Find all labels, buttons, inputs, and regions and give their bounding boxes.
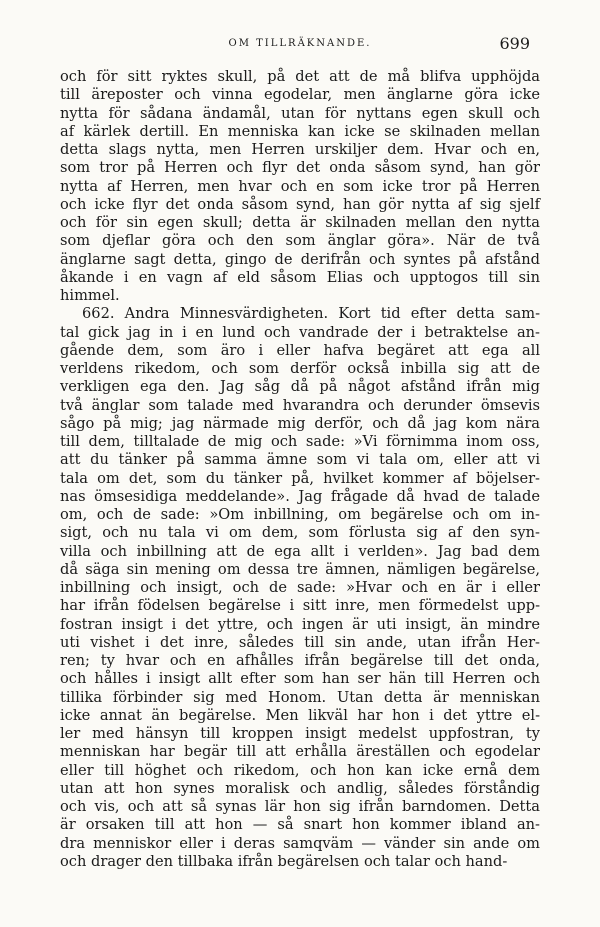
text-line: uti vishet i det inre, således till sin ande, utan ifrån Her- <box>60 633 540 651</box>
text-line: till äreposter och vinna egodelar, men änglarne göra icke <box>60 86 540 104</box>
text-line: som djeflar göra och den som änglar göra». När de två <box>60 232 540 250</box>
text-line: och för sin egen skull; detta är skilnaden mellan den nytta <box>60 214 540 231</box>
text-line: som tror på Herren och flyr det onda såsom synd, han gör <box>60 159 540 177</box>
text-line: till dem, tilltalade de mig och sade: »Vi förnimma inom oss, <box>60 433 540 450</box>
text-line: verldens rikedom, och som derför också inbilla sig att de <box>60 360 540 377</box>
text-line: dra menniskor eller i deras samqväm — vänder sin ande om <box>60 834 540 852</box>
text-line: villa och inbillning att de ega allt i verlden». Jag bad dem <box>60 542 540 560</box>
text-line: icke annat än begärelse. Men likväl har hon i det yttre el- <box>60 706 540 724</box>
running-title: OM TILLRÄKNANDE. <box>228 38 372 49</box>
text-line: sågo på mig; jag närmade mig derför, och då jag kom nära <box>60 414 540 432</box>
text-line: åkande i en vagn af eld såsom Elias och upptogos till sin <box>60 268 540 286</box>
text-line: och för sitt ryktes skull, på det att de må blifva upphöjda <box>60 68 540 85</box>
text-line: och vis, och att så synas lär hon sig ifrån barndomen. Detta <box>60 798 540 815</box>
text-line: nas ömsesidiga meddelande». Jag frågade då hvad de talade <box>60 487 540 505</box>
text-line: och drager den tillbaka ifrån begärelsen och talar och hand- <box>60 852 508 870</box>
text-line: tal gick jag in i en lund och vandrade der i betraktelse an- <box>60 323 540 341</box>
text-line: fostran insigt i det yttre, och ingen är uti insigt, än mindre <box>60 615 540 633</box>
text-line: har ifrån födelsen begärelse i sitt inre, men förmedelst upp- <box>60 597 540 615</box>
text-line: tillika förbinder sig med Honom. Utan detta är menniskan <box>60 688 540 706</box>
text-line: himmel. <box>60 287 120 304</box>
text-line: och hålles i insigt allt efter som han ser hän till Herren och <box>60 670 540 688</box>
text-line: eller till höghet och rikedom, och hon kan icke ernå dem <box>60 761 540 779</box>
text-line: ren; ty hvar och en afhålles ifrån begärelse till det onda, <box>60 652 540 669</box>
page-number: 699 <box>499 34 530 53</box>
text-line: nytta för sådana ändamål, utan för nyttans egen skull och <box>60 104 540 122</box>
text-line: ler med hänsyn till kroppen insigt medelst uppfostran, ty <box>60 725 540 742</box>
page-header <box>0 34 600 56</box>
text-line: verkligen ega den. Jag såg då på något afstånd ifrån mig <box>60 378 540 396</box>
text-line: är orsaken till att hon — så snart hon kommer ibland an- <box>60 816 540 834</box>
text-line: om, och de sade: »Om inbillning, om begärelse och om in- <box>60 506 540 523</box>
text-line: änglarne sagt detta, gingo de derifrån och syntes på afstånd <box>60 250 540 268</box>
text-line: 662. Andra Minnesvärdigheten. Kort tid efter detta sam- <box>82 305 540 323</box>
text-line: nytta af Herren, men hvar och en som icke tror på Herren <box>60 177 540 195</box>
text-line: inbillning och insigt, och de sade: »Hvar och en är i eller <box>60 579 540 596</box>
text-line: två änglar som talade med hvarandra och derunder ömsevis <box>60 396 540 414</box>
text-line: af kärlek dertill. En menniska kan icke se skilnaden mellan <box>60 122 540 140</box>
text-line: sigt, och nu tala vi om dem, som förlusta sig af den syn- <box>60 524 540 542</box>
body-text <box>60 68 540 871</box>
text-line: att du tänker på samma ämne som vi tala om, eller att vi <box>60 451 540 469</box>
text-line: detta slags nytta, men Herren urskiljer dem. Hvar och en, <box>60 141 540 158</box>
text-line: utan att hon synes moralisk och andlig, således förståndig <box>60 779 540 797</box>
text-line: då säga sin mening om dessa tre ämnen, nämligen begärelse, <box>60 560 540 578</box>
text-line: menniskan har begär till att erhålla äreställen och egodelar <box>60 743 540 761</box>
text-line: gående dem, som äro i eller hafva begäret att ega all <box>60 341 540 359</box>
text-line: tala om det, som du tänker på, hvilket kommer af böjelser- <box>60 469 540 487</box>
text-line: och icke flyr det onda såsom synd, han gör nytta af sig sjelf <box>60 195 540 213</box>
